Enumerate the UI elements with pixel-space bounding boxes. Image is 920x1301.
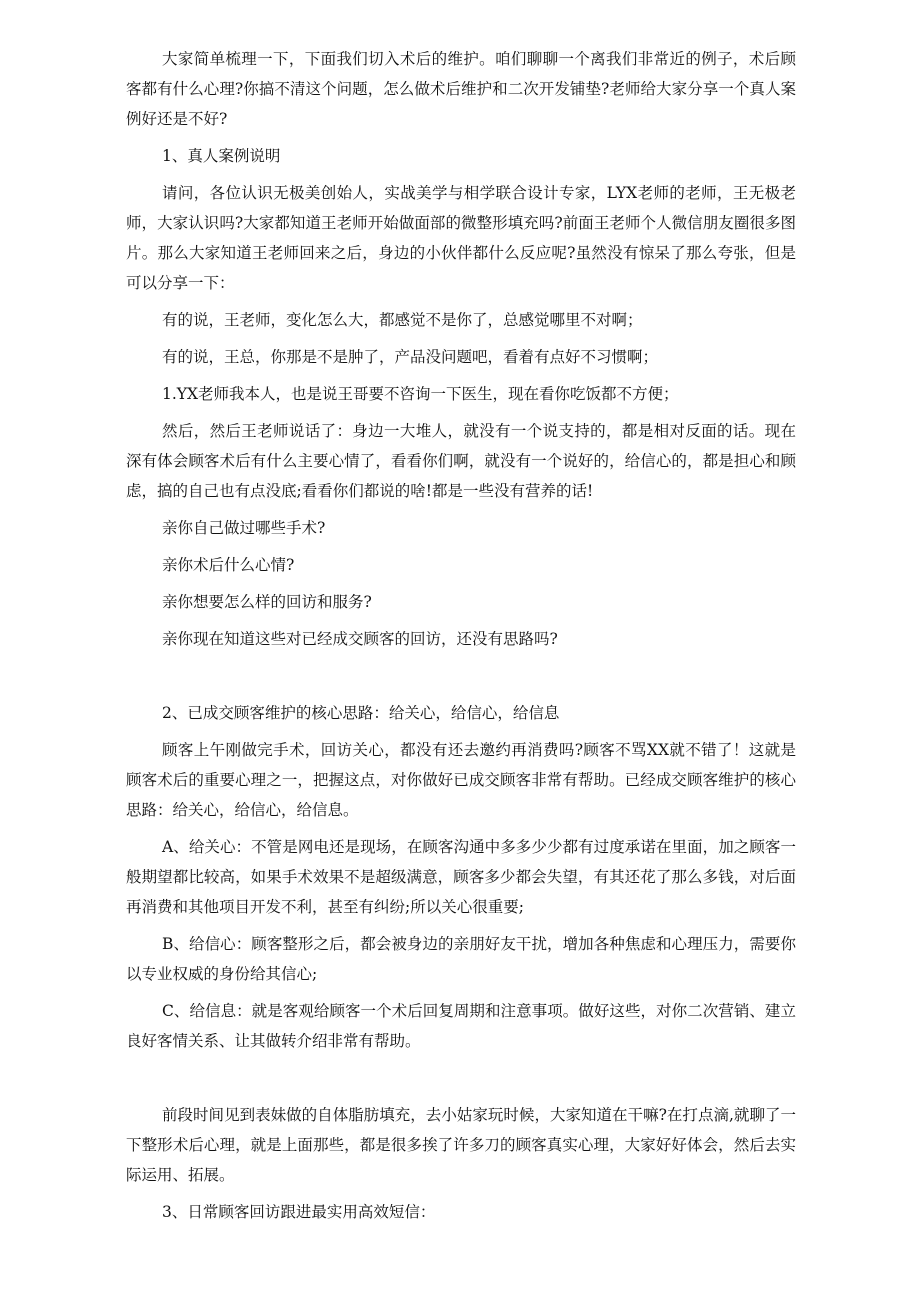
blank-line	[126, 1063, 796, 1100]
heading-core-approach: 2、已成交顾客维护的核心思路：给关心，给信心，给信息	[162, 704, 560, 722]
question-3: 亲你想要怎么样的回访和服务?	[162, 593, 372, 611]
paragraph-give-care: A、给关心：不管是网电还是现场，在顾客沟通中多多少少都有过度承诺在里面，加之顾客一般期望都比较高，如果手术效果不是超级满意，顾客多少都会失望，有其还花了那么多钱，对后面再消费和其他项目开发不利，甚至有纠纷;所以关心很重要;	[126, 838, 796, 916]
question-4: 亲你现在知道这些对已经成交顾客的回访，还没有思路吗?	[162, 630, 558, 648]
heading-case-study: 1、真人案例说明	[162, 147, 281, 165]
question-1: 亲你自己做过哪些手术?	[162, 519, 326, 537]
paragraph-give-information: C、给信息：就是客观给顾客一个术后回复周期和注意事项。做好这些，对你二次营销、建立良好客情关系、让其做转介绍非常有帮助。	[126, 1002, 796, 1050]
paragraph-anecdote: 前段时间见到表妹做的自体脂肪填充，去小姑家玩时候，大家知道在干嘛?在打点滴,就聊了一下整形术后心理，就是上面那些，都是很多挨了许多刀的顾客真实心理，大家好好体会，然后去实际运用、拓展。	[126, 1106, 796, 1184]
blank-line	[126, 661, 796, 698]
paragraph-give-confidence: B、给信心：顾客整形之后，都会被身边的亲朋好友干扰，增加各种焦虑和心理压力，需要你以专业权威的身份给其信心;	[126, 935, 796, 983]
document-body	[126, 44, 796, 1234]
paragraph-case-intro: 请问，各位认识无极美创始人，实战美学与相学联合设计专家，LYX老师的老师，王无极老师，大家认识吗?大家都知道王老师开始做面部的微整形填充吗?前面王老师个人微信朋友圈很多图片。那么大家知道王老师回来之后，身边的小伙伴都什么反应呢?虽然没有惊呆了那么夸张，但是可以分享一下：	[126, 184, 796, 292]
paragraph-intro: 大家简单梳理一下，下面我们切入术后的维护。咱们聊聊一个离我们非常近的例子，术后顾客都有什么心理?你搞不清这个问题，怎么做术后维护和二次开发铺垫?老师给大家分享一个真人案例好还是不好?	[126, 50, 796, 128]
paragraph-quote-2: 有的说，王总，你那是不是肿了，产品没问题吧，看着有点好不习惯啊；	[162, 348, 659, 366]
paragraph-core-approach: 顾客上午刚做完手术，回访关心，都没有还去邀约再消费吗?顾客不骂XX就不错了！这就是顾客术后的重要心理之一，把握这点，对你做好已成交顾客非常有帮助。已经成交顾客维护的核心思路：给关心，给信心，给信息。	[126, 741, 796, 819]
paragraph-quote-1: 有的说，王老师，变化怎么大，都感觉不是你了，总感觉哪里不对啊；	[162, 311, 643, 329]
heading-sms-followup: 3、日常顾客回访跟进最实用高效短信：	[162, 1203, 436, 1221]
question-2: 亲你术后什么心情?	[162, 556, 295, 574]
paragraph-quote-3: 1.YX老师我本人，也是说王哥要不咨询一下医生，现在看你吃饭都不方便；	[162, 385, 679, 403]
paragraph-reflection: 然后，然后王老师说话了：身边一大堆人，就没有一个说支持的，都是相对反面的话。现在深有体会顾客术后有什么主要心情了，看看你们啊，就没有一个说好的，给信心的，都是担心和顾虑，搞的自己也有点没底;看看你们都说的啥!都是一些没有营养的话!	[126, 422, 796, 500]
